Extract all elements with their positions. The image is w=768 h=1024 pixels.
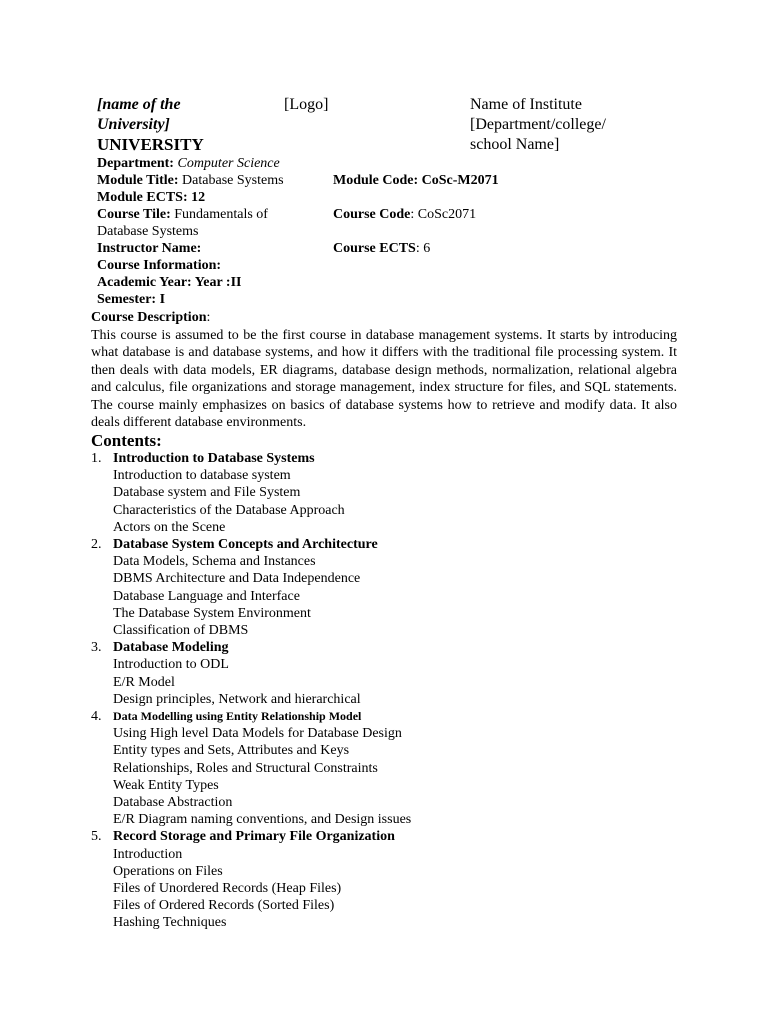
list-item: Database system and File System (113, 485, 301, 501)
department-value: Computer Science (177, 156, 280, 171)
section-number: 4. (91, 709, 102, 725)
module-ects-row (97, 189, 697, 206)
module-title-label: Module Title: (97, 173, 179, 188)
list-item: The Database System Environment (113, 605, 311, 621)
course-information-label: Course Information: (97, 258, 222, 273)
section-title: Data Modelling using Entity Relationship Model (113, 709, 362, 724)
section-number: 3. (91, 640, 102, 656)
course-description-title: Course Description (91, 310, 207, 325)
list-item: Files of Unordered Records (Heap Files) (113, 881, 342, 897)
academic-year-row (97, 274, 697, 291)
course-title-value-1: Fundamentals of (174, 207, 268, 222)
institute-line-2: [Department/college/ (470, 116, 606, 133)
section-title: Database System Concepts and Architecture (113, 537, 378, 553)
course-code-value: : CoSc2071 (410, 207, 477, 222)
section-number: 1. (91, 451, 102, 466)
section-title: Record Storage and Primary File Organization (113, 829, 395, 845)
semester: Semester: I (97, 292, 166, 307)
university-name-line-2: University] (97, 116, 170, 133)
university-name-line-1: [name of the (97, 96, 181, 113)
institute-line-1: Name of Institute (470, 96, 582, 113)
list-item: Database Language and Interface (113, 588, 300, 604)
section-heading (91, 450, 691, 467)
course-description-colon: : (206, 310, 211, 325)
list-item: Hashing Techniques (113, 915, 227, 931)
section-number: 5. (91, 829, 102, 845)
list-item: DBMS Architecture and Data Independence (113, 571, 361, 587)
course-code-label: Course Code (333, 207, 411, 222)
institute-line-3: school Name] (470, 136, 560, 153)
university-word: UNIVERSITY (97, 135, 204, 154)
contents-heading: Contents: (91, 431, 162, 450)
list-item: Database Abstraction (113, 795, 233, 811)
list-item: Introduction (113, 846, 183, 862)
course-title-label: Course Tile: (97, 207, 171, 222)
list-item: Relationships, Roles and Structural Constraints (113, 760, 378, 776)
university-header (97, 95, 277, 155)
list-item: Using High level Data Models for Database Design (113, 726, 402, 742)
section-title: Database Modeling (113, 640, 229, 656)
section-heading (91, 536, 691, 553)
module-title-value: Database Systems (182, 173, 284, 188)
list-item: Introduction to database system (113, 468, 291, 484)
section-title: Introduction to Database Systems (113, 451, 315, 466)
module-code: Module Code: CoSc-M2071 (333, 173, 499, 188)
course-description-text: This course is assumed to be the first course in database management systems. It starts by introducing what database is and database systems, and how it differs with the traditional file processing system. It then deals with data models, ER diagrams, database design methods, normalization, relational algebra and calculus, file organizations and storage management, index structure for files, and SQL statements. The course mainly emphasizes on basics of database systems how to retrieve and modify data. It also deals different database environments. (91, 328, 677, 431)
course-info-block (97, 155, 697, 308)
logo-placeholder: [Logo] (284, 96, 329, 113)
course-ects-label: Course ECTS (333, 241, 416, 256)
list-item: Actors on the Scene (113, 519, 226, 535)
semester-row (97, 291, 697, 308)
list-item: Operations on Files (113, 863, 223, 879)
list-item: Design principles, Network and hierarchical (113, 691, 361, 707)
course-ects-value: : 6 (415, 241, 431, 256)
list-item: Classification of DBMS (113, 623, 249, 639)
course-title-value-2: Database Systems (97, 224, 199, 239)
module-ects: Module ECTS: 12 (97, 190, 206, 205)
list-item: Entity types and Sets, Attributes and Keys (113, 743, 350, 759)
instructor-row (97, 240, 697, 257)
list-item: Files of Ordered Records (Sorted Files) (113, 898, 335, 914)
module-title-row (97, 172, 697, 189)
list-item: Data Models, Schema and Instances (113, 554, 316, 570)
department-label: Department: (97, 156, 174, 171)
section-heading (91, 639, 691, 656)
course-information-row (97, 257, 697, 274)
list-item: Introduction to ODL (113, 657, 229, 673)
department-row (97, 155, 697, 172)
section-heading (91, 708, 691, 725)
instructor-label: Instructor Name: (97, 241, 202, 256)
academic-year: Academic Year: Year :II (97, 275, 242, 290)
contents-list (91, 450, 691, 932)
list-item: E/R Model (113, 674, 175, 690)
list-item: E/R Diagram naming conventions, and Design issues (113, 812, 412, 828)
section-heading (91, 828, 691, 845)
course-title-row (97, 206, 697, 240)
course-description-heading (91, 309, 210, 326)
institute-header (470, 95, 670, 155)
section-number: 2. (91, 537, 102, 553)
list-item: Weak Entity Types (113, 777, 219, 793)
list-item: Characteristics of the Database Approach (113, 502, 345, 518)
